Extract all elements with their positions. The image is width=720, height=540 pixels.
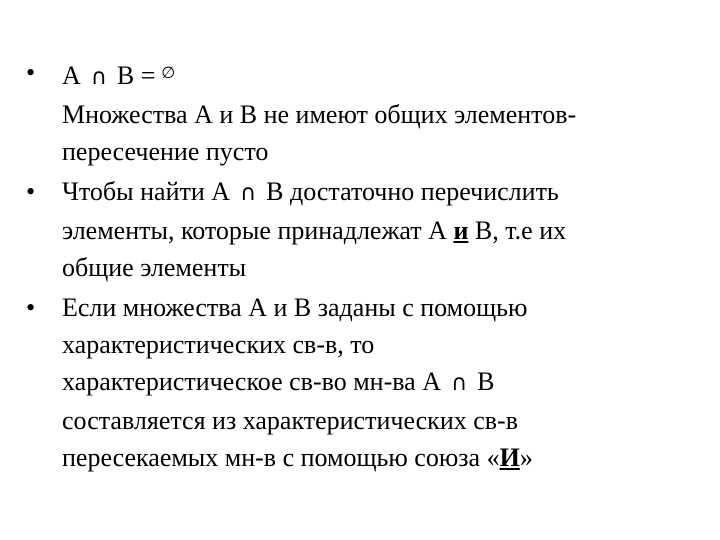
bullet-marker: • bbox=[26, 58, 36, 87]
text-segment: пересекаемых мн-в с помощью союза « bbox=[62, 443, 500, 472]
text-segment: Чтобы найти А bbox=[62, 177, 231, 206]
text-line: составляется из характеристических св-в bbox=[62, 406, 518, 435]
text-line bbox=[62, 439, 706, 476]
emphasized-word: И bbox=[499, 443, 520, 472]
text-line bbox=[62, 212, 706, 249]
bullet-item-characteristic-properties bbox=[26, 289, 706, 476]
text-line: Множества А и В не имеют общих элементов- bbox=[62, 100, 577, 129]
bullet-list bbox=[26, 54, 706, 479]
text-segment: В, т.е их bbox=[468, 216, 567, 245]
intersection-symbol: ∩ bbox=[90, 65, 107, 90]
text-segment: характеристическое св-во мн-ва А bbox=[62, 367, 441, 396]
formula-line bbox=[62, 54, 706, 96]
bullet-item-find-intersection bbox=[26, 173, 706, 286]
emphasized-word: и bbox=[453, 216, 469, 245]
bullet-item-empty-intersection bbox=[26, 54, 706, 170]
text-segment: » bbox=[519, 443, 533, 472]
text-line: общие элементы bbox=[62, 253, 247, 282]
text-line bbox=[62, 363, 706, 402]
set-a-label: A bbox=[62, 61, 81, 90]
text-segment: В bbox=[477, 367, 495, 396]
text-line: пересечение пусто bbox=[62, 137, 269, 166]
intersection-symbol: ∩ bbox=[450, 371, 468, 396]
intersection-symbol: ∩ bbox=[240, 181, 257, 206]
text-line: Если множества А и В заданы с помощью bbox=[62, 293, 528, 322]
text-segment: элементы, которые принадлежат А bbox=[62, 216, 454, 245]
equals-sign: = bbox=[140, 61, 156, 90]
set-b-label: B bbox=[116, 61, 135, 90]
bullet-marker: • bbox=[26, 293, 36, 322]
empty-set-symbol: ∅ bbox=[161, 63, 176, 82]
text-line bbox=[62, 173, 706, 212]
text-segment: В достаточно перечислить bbox=[266, 177, 559, 206]
bullet-marker: • bbox=[26, 177, 36, 206]
text-line: характеристических св-в, то bbox=[62, 330, 375, 359]
